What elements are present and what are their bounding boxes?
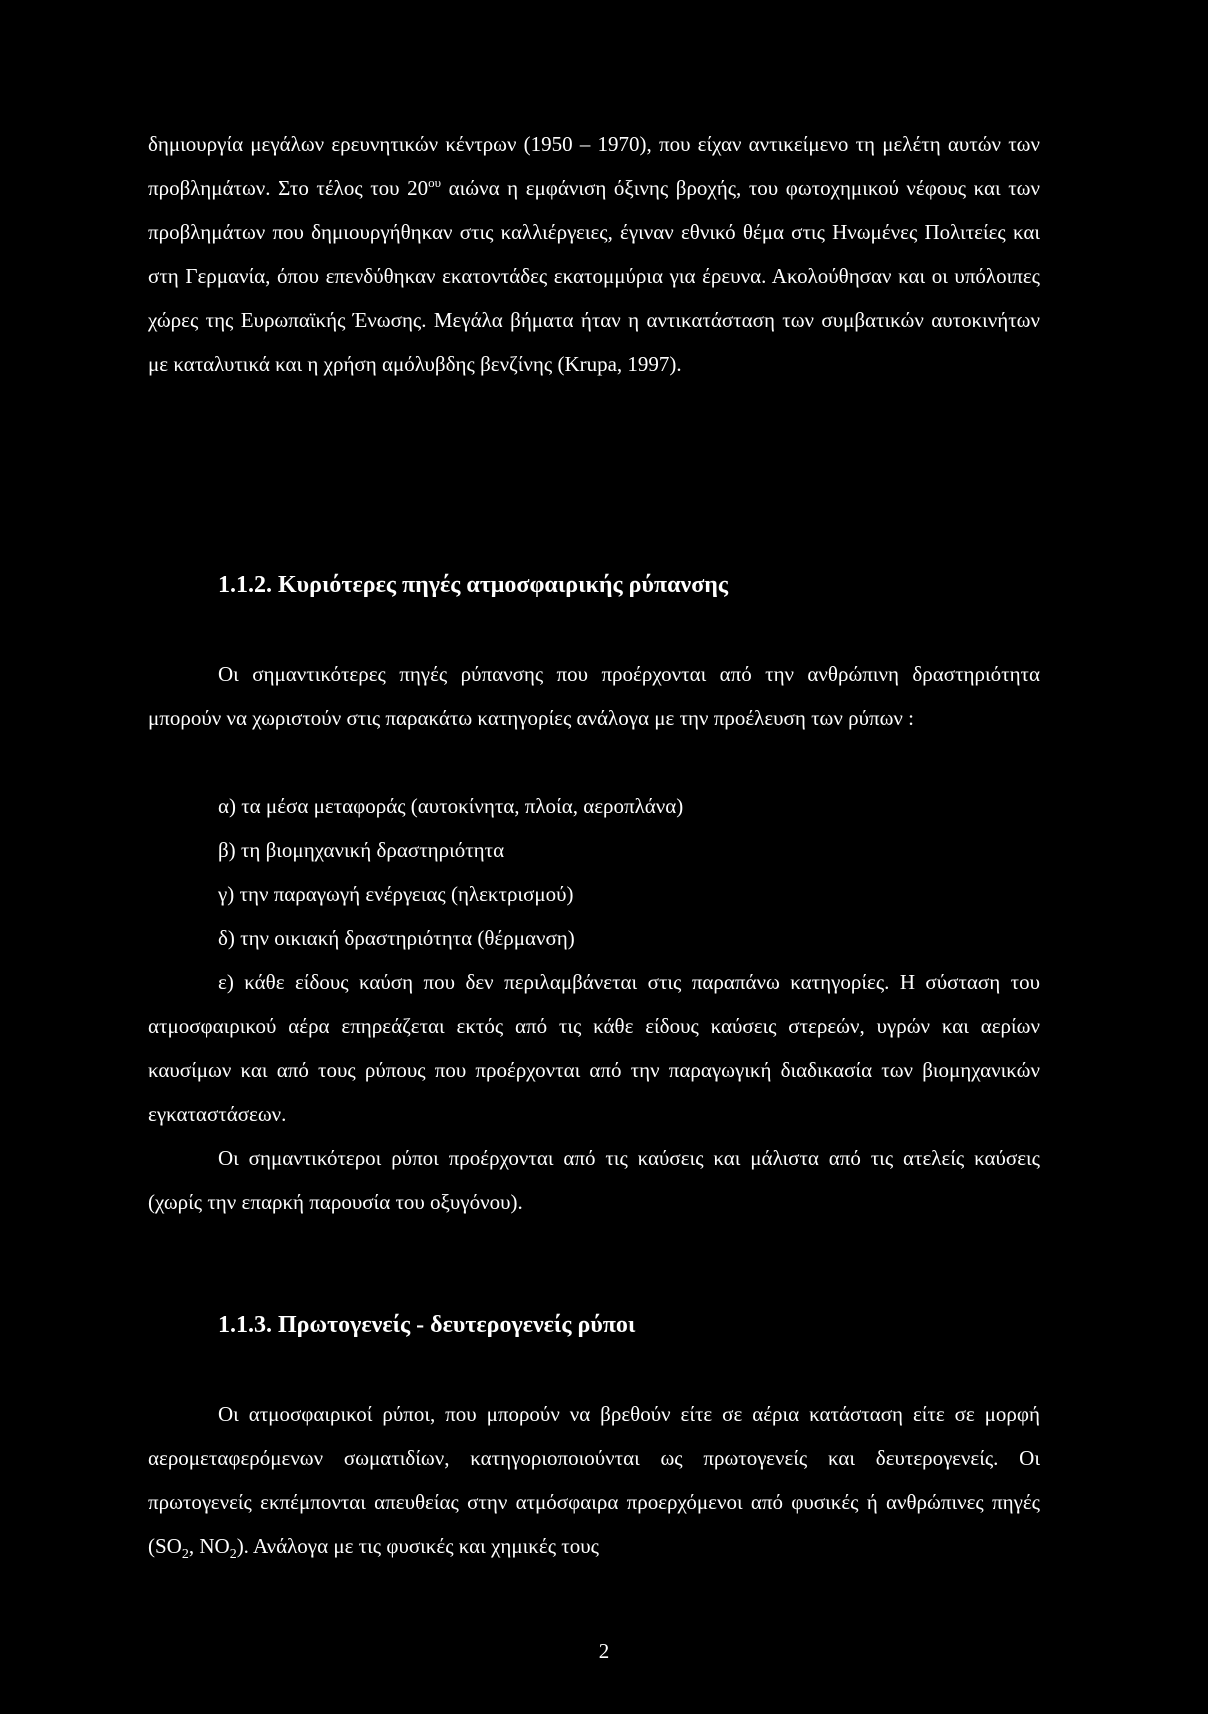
list-item-e-paragraph [148,960,1040,1136]
paragraph-text-part-1: δημιουργία μεγάλων ερευνητικών κέντρων (1950 – 1970), που είχαν αντικείμενο τη μελέτη αυτών των προβλημάτων. Στο τέλος του 20 [148,132,1040,200]
sources-intro-text: Οι σημαντικότερες πηγές ρύπανσης που προέρχονται από την ανθρώπινη δραστηριότητα μπορούν να χωριστούν στις παρακάτω κατηγορίες ανάλογα με την προέλευση των ρύπων : [148,662,1040,730]
list-item-a: α) τα μέσα μεταφοράς (αυτοκίνητα, πλοία, αεροπλάνα) [218,794,684,818]
main-pollutants-text: Οι σημαντικότεροι ρύποι προέρχονται από τις καύσεις και μάλιστα από τις ατελείς καύσεις (χωρίς την επαρκή παρουσία του οξυγόνου). [148,1146,1040,1214]
primary-secondary-text-part-2: , NO [188,1534,230,1558]
primary-secondary-text-part-1: Οι ατμοσφαιρικοί ρύποι, που μπορούν να βρεθούν είτε σε αέρια κατάσταση είτε σε μορφή αερομεταφερόμενων σωματιδίων, κατηγοριοποιούνται ως πρωτογενείς και δευτερογενείς. Οι πρωτογενείς εκπέμπονται απευθείας στην ατμόσφαιρα προερχόμενοι από φυσικές ή ανθρώπινες πηγές (SO [148,1402,1040,1558]
paragraph-continuation [148,122,1040,386]
primary-secondary-paragraph [148,1392,1040,1568]
main-pollutants-paragraph [148,1136,1040,1224]
list-item-e-text: ε) κάθε είδους καύση που δεν περιλαμβάνεται στις παραπάνω κατηγορίες. Η σύσταση του ατμοσφαιρικού αέρα επηρεάζεται εκτός από τις κάθε είδους καύσεις στερεών, υγρών και αερίων καυσίμων και από τους ρύπους που προέρχονται από την παραγωγική διαδικασία των βιομηχανικών εγκαταστάσεων. [148,970,1040,1126]
subscript-so2: 2 [181,1547,189,1563]
list-item-b: β) τη βιομηχανική δραστηριότητα [218,838,505,862]
sources-intro-paragraph [148,652,1040,740]
subscript-no2: 2 [229,1547,237,1563]
list-item-d: δ) την οικιακή δραστηριότητα (θέρμανση) [218,926,575,950]
section-heading-1-1-3: 1.1.3. Πρωτογενείς - δευτερογενείς ρύποι [218,1312,636,1338]
primary-secondary-text-part-3: ). Ανάλογα με τις φυσικές και χημικές τους [236,1534,599,1558]
list-item-c: γ) την παραγωγή ενέργειας (ηλεκτρισμού) [218,882,574,906]
paragraph-text-part-2: αιώνα η εμφάνιση όξινης βροχής, του φωτοχημικού νέφους και των προβλημάτων που δημιουργήθηκαν στις καλλιέργειες, έγιναν εθνικό θέμα στις Ηνωμένες Πολιτείες και στη Γερμανία, όπου επενδύθηκαν εκατοντάδες εκατομμύρια για έρευνα. Ακολούθησαν και οι υπόλοιπες χώρες της Ευρωπαϊκής Ένωσης. Μεγάλα βήματα ήταν η αντικατάσταση των συμβατικών αυτοκινήτων με καταλυτικά και η χρήση αμόλυβδης βενζίνης (Krupa, 1997). [148,176,1040,376]
section-heading-1-1-2: 1.1.2. Κυριότερες πηγές ατμοσφαιρικής ρύπανσης [218,572,728,598]
ordinal-superscript: ου [428,175,442,190]
page-number: 2 [598,1639,610,1663]
